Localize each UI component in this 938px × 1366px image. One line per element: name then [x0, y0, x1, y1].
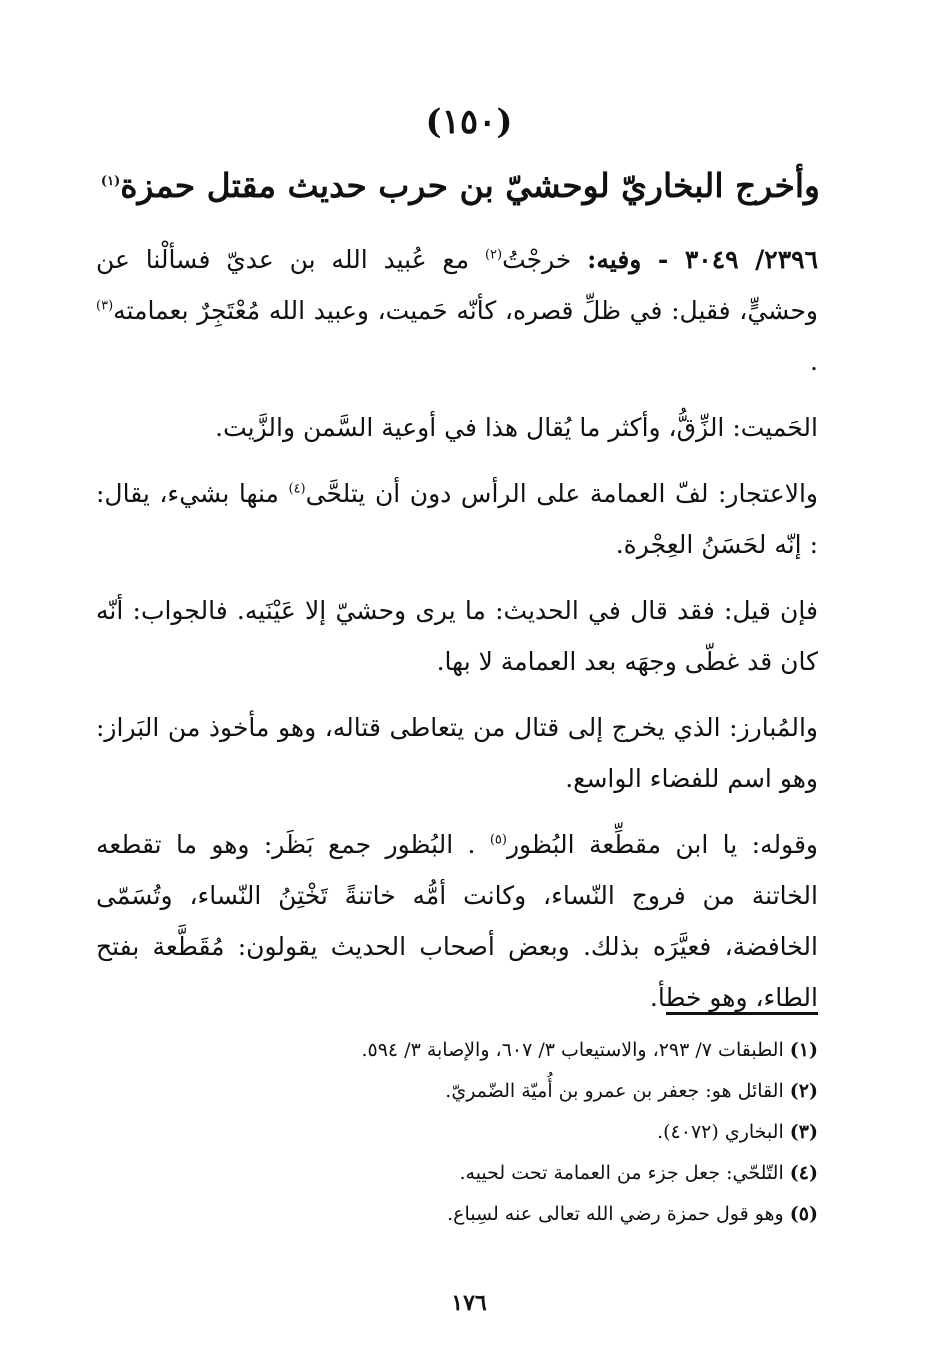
page-number: ١٧٦ [451, 1290, 487, 1316]
chapter-title [100, 166, 820, 205]
footnote-item [96, 1194, 818, 1235]
paragraph [96, 702, 818, 804]
footnote-text: الطبقات ٧/ ٢٩٣، والاستيعاب ٣/ ٦٠٧، والإصابة ٣/ ٥٩٤. [361, 1039, 784, 1061]
paragraph [96, 402, 818, 453]
footnote-item [96, 1153, 818, 1194]
paragraph-text: مع عُبيد الله بن عديّ فسألْنا عن وحشيٍّ، فقيل: في ظلِّ قصره، كأنّه حَميت، وعبيد الله مُعْتَجِرٌ بعمامته [96, 245, 818, 325]
footnote-separator [666, 1012, 818, 1015]
footnote-number: (٢) [789, 1080, 818, 1102]
main-text [96, 234, 818, 1038]
footnote-number: (٤) [789, 1162, 818, 1184]
footnote-number: (١) [789, 1039, 818, 1061]
paragraph-text: . [810, 347, 818, 376]
footnote-item [96, 1112, 818, 1153]
chapter-title-text: وأخرج البخاريّ لوحشيّ بن حرب حديث مقتل حمزة [120, 166, 820, 205]
paragraph [96, 468, 818, 570]
footnote-marker: (٤) [288, 481, 306, 497]
paragraph-text: . البُظور جمع بَظَر: وهو ما تقطعه الخاتنة من فروج النّساء، وكانت أمُّه خاتنةً تَخْتِنُ النّساء، وتُسَمّى الخافضة، فعيَّرَه بذلك. وبعض أصحاب الحديث يقولون: مُقَطَّعة بفتح الطاء، وهو خطأ. [96, 830, 818, 1012]
paragraph-text: منها بشيء، يقال: : إنّه لحَسَنُ العِجْرة. [96, 479, 818, 559]
footnote-marker: (٥) [489, 832, 507, 848]
hadith-number: (١٥٠) [425, 102, 513, 142]
hadith-reference: ٢٣٩٦/ ٣٠٤٩ - وفيه: [587, 245, 818, 274]
footnote-text: البخاري (٤٠٧٢). [657, 1121, 784, 1143]
footnote-item [96, 1071, 818, 1112]
paragraph-text: خرجْتُ [502, 245, 588, 274]
paragraph [96, 234, 818, 387]
paragraph-text: والاعتجار: لفّ العمامة على الرأس دون أن يتلحَّى [305, 479, 818, 508]
paragraph-text: وقوله: يا ابن مقطِّعة البُظور [506, 830, 818, 859]
footnote-text: وهو قول حمزة رضي الله تعالى عنه لسِباع. [447, 1203, 784, 1225]
paragraph-text: والمُبارز: الذي يخرج إلى قتال من يتعاطى قتاله، وهو مأخوذ من البَراز: وهو اسم للفضاء الواسع. [96, 713, 818, 793]
footnotes [96, 1030, 818, 1235]
footnote-marker: (١) [100, 174, 121, 189]
footnote-marker: (٣) [96, 298, 114, 314]
footnote-item [96, 1030, 818, 1071]
footnote-marker: (٢) [484, 247, 503, 263]
footnote-number: (٥) [789, 1203, 818, 1225]
paragraph-text: فإن قيل: فقد قال في الحديث: ما يرى وحشيّ إلا عَيْنَيه. فالجواب: أنّه كان قد غطّى وجهَه بعد العمامة لا بها. [96, 596, 818, 676]
footnote-text: القائل هو: جعفر بن عمرو بن أُميّة الضّمريّ. [445, 1080, 784, 1102]
footnote-text: التّلحّي: جعل جزء من العمامة تحت لحييه. [459, 1162, 784, 1184]
paragraph-text: الحَميت: الزِّقُّ، وأكثر ما يُقال هذا في أوعية السَّمن والزَّيت. [215, 413, 818, 442]
paragraph [96, 819, 818, 1023]
footnote-number: (٣) [789, 1121, 818, 1143]
paragraph [96, 585, 818, 687]
